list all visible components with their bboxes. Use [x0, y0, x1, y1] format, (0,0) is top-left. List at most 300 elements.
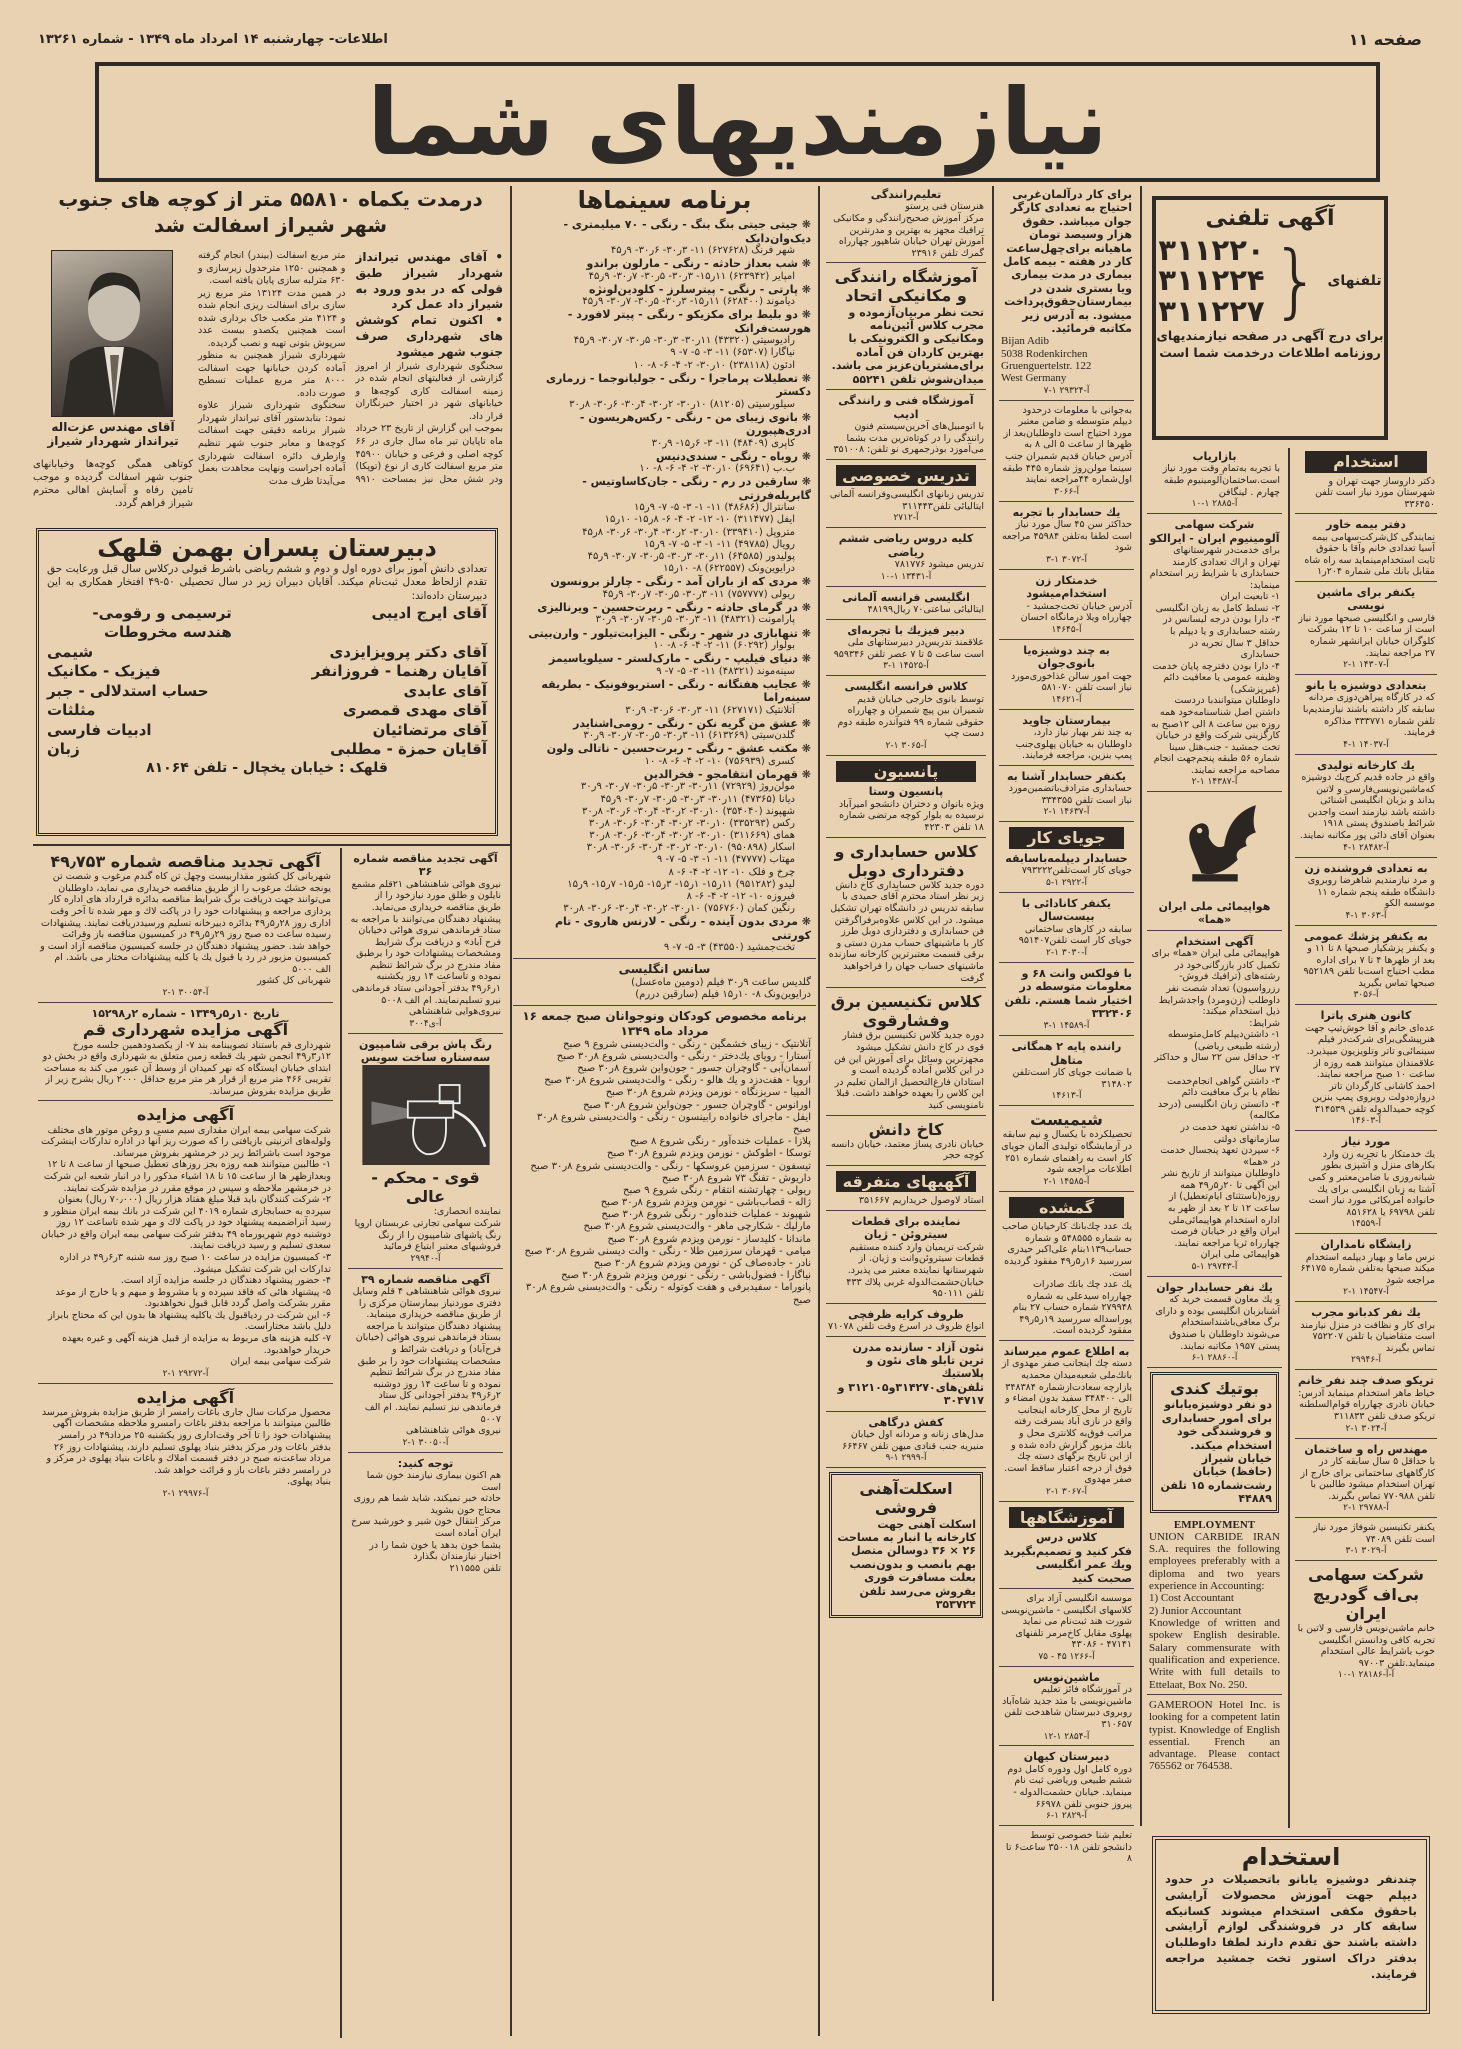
showtimes: اسکار (۹۵۰۸۹۸) ۱۰ر۳۰- ۲ر۳۰- ۴ر۳۰- ۶ر۳۰- ۸ر۳۰	[586, 842, 795, 854]
ad-text: جهت امور سالن غذاخوری‌مورد نیاز است تلفن ۵۸۱۰۷۰	[1010, 670, 1132, 694]
ad-text: ۵- پیشنهاد هائی که فاقد سپرده و یا مشروط و مبهم و یا خارج از موعد مقرر بشرکت واصل گردد قابل قبول نخواهدبود.	[55, 1286, 331, 1310]
ad-text: دکتر داروساز جهت تهران و شهرستان مورد نیاز است تلفن ۳۳۶۴۵۰	[1315, 475, 1435, 510]
ad-text: حادثه خبر نمیکند، شاید شما هم روزی محتاج خون بشوید	[353, 1493, 501, 1516]
ad-text: با اتومبیل‌های آخرین‌سیستم فنون رانندگی را در کوتاه‌ترین مدت بشما می‌آموزد بوذرجمهری نو تلفن: ۳۵۱۰۰۸	[833, 420, 984, 456]
ad-heading: ماشین‌نویس	[1033, 1670, 1100, 1684]
ad-reference-code: آ-۲۷۱۲	[893, 513, 919, 524]
film-listing	[518, 450, 811, 476]
ad-text: نئون آزاد - سازنده مدرن ترین تابلو های نئون و پلاستیك تلفن‌های۳۱۴۲۷۰و۳۱۲۱۰۵ و ۳۰۴۷۱۷	[837, 1340, 984, 1408]
ad-reference-code: آ-۲۹۹۴۶	[1351, 1355, 1381, 1366]
ad-body	[1001, 1545, 1132, 1585]
ad-text: حداکثر سن ۴۵ سال مورد نیاز است لطفا به‌تلفن ۴۵۹۸۴ مراجعه شود	[1001, 519, 1132, 554]
classified-ad	[1147, 933, 1282, 1277]
ad-heading: حسابدار دیپلمه‌باسابقه	[1005, 851, 1128, 865]
classified-ad	[826, 186, 986, 263]
ad-body	[1149, 948, 1280, 1261]
teacher-subject: زبان	[47, 740, 80, 759]
ad-banner: آگهیهای متفرقه	[836, 1171, 976, 1193]
showtimes: آتلانتیک (۶۲۷۱۷۱) ۱۱- ۳ر۳۰- ۶ر۳۰- ۹ر۳۰	[625, 704, 795, 716]
ad-body	[828, 1341, 984, 1408]
teacher-subject: شیمی	[47, 642, 94, 661]
ad-heading: آگهی استخدام	[1175, 934, 1254, 948]
ad-text: که در کارگاه پیراهن‌دوزی مردانه سابقه کار داشته باشند نیازمندیم‌با تلفن شماره ۳۳۳۷۷۱ مذاکره فرمایند.	[1302, 692, 1435, 739]
phone-box-footer: برای درج آگهی در صفحه نیازمندیهای روزنامه اطلاعات درخدمت شما است	[1156, 328, 1384, 361]
phone-box-numbers-row	[1156, 235, 1384, 326]
film-listing	[518, 742, 811, 768]
teacher-subject: مثلثات	[47, 701, 96, 720]
ad-text: شرکت سهامی بیمه ایران	[230, 1356, 331, 1368]
ad-text: مجهزترین وسائل برای آموزش این فن در این کلاس آماده گردیده است و استادان فارغ‌التحصیل ازالمان تعلیم در این کلاس را بعهده خواهند داشت. قبلا نامنویسی کنید	[833, 1053, 984, 1111]
ad-text: شهربانی کل کشور	[257, 975, 331, 987]
classified-ad	[999, 1828, 1134, 1868]
ad-body	[828, 637, 984, 660]
ad-heading: بیمارستان جاوید	[1022, 713, 1111, 727]
ad-heading: یکنفر کانادائی با بیست‌سال	[1021, 896, 1112, 924]
portrait-icon	[52, 251, 172, 416]
ad-reference-code: آ-۱۴۶۲۱	[1051, 694, 1082, 705]
showtimes: شهر فرنگ (۶۲۷۶۲۸) ۱۱- ۳ر۳۰- ۶ر۳۰- ۹ر۴۵	[610, 245, 795, 257]
classified-ad	[999, 1038, 1134, 1106]
cinema-line: درایوین‌ونک ۸- ۱۰ر۱۵ فیلم (سارقین دررم)	[635, 989, 811, 1001]
ad-reference-code: آ-۱۴۶۰۳	[1351, 1116, 1381, 1127]
classified-ad	[1295, 584, 1437, 675]
ad-body	[1297, 692, 1435, 738]
ad-body	[1297, 875, 1435, 910]
classified-ad	[1295, 677, 1437, 755]
ad-reference-code: آ-۲۹۹۷۶ ۱-۲	[162, 1488, 209, 1499]
ad-text: ۶- سپردن تعهد پنجسال خدمت در «هما»	[1160, 1145, 1280, 1168]
film-title: ❋ دو بلیط برای مکزیکو - رنگی - پیتر لافورد - هورست‌فرانک	[518, 308, 811, 335]
school-address: قلهک : خیابان یخچال - تلفن ۸۱۰۶۴	[146, 759, 388, 776]
ad-heading: دفتر بیمه خاور	[1326, 518, 1406, 532]
ad-text: نیروی‌هوایی شاهنشاهی	[409, 1006, 501, 1018]
english-line: West Germany	[1001, 372, 1067, 385]
film-listing	[518, 652, 811, 678]
showtimes: رادیوسیتی (۴۳۳۲۰) ۱۱ر۳۰- ۳ر۳۰- ۵ر۳۰- ۷ر۳۰- ۹ر۴۵	[573, 335, 795, 347]
ad-body	[1001, 1221, 1132, 1337]
ad-banner: جویای کار	[1009, 827, 1124, 849]
column-rule	[340, 848, 342, 2038]
ad-text: ۲- حداقل سن ۲۲ سال و حداکثر ۲۷ سال	[1154, 1052, 1280, 1076]
classified-ad	[826, 530, 986, 586]
film-title: ❋ پارتی - رنگی - پیترسلرز - کلودین‌لونژه	[518, 283, 811, 296]
ad-body	[1297, 772, 1435, 841]
showtimes: شهپوند (۳۵۴۰۴۰) ۱۰ر۳۰- ۲ر۳۰- ۴ر۳۰- ۶ر۳۰- ۸ر۳۰	[581, 805, 795, 817]
film-title: ❋ جیتی جیتی بنگ بنگ - رنگی - ۷۰ میلیمتری - دیک‌وان‌دایک	[518, 218, 811, 245]
ad-text: شرکت سهامی تجارتی عربستان اروپا	[354, 1218, 501, 1230]
ad-heading: یك کارخانه تولیدی	[1317, 758, 1415, 772]
ad-body	[828, 694, 984, 740]
showtimes: ریولی (۷۵۷۷۷۷) ۱۱- ۳ر۳۰- ۵ر۳۰- ۷ر۳۰- ۹ر۴۵	[602, 588, 795, 600]
teacher-name: آقای عابدی	[403, 681, 487, 700]
hiring-ad-box	[1152, 1836, 1430, 2014]
ad-heading: مورد نیاز	[1341, 1135, 1391, 1149]
ad-text: سابقه در کارهای ساختمانی جویای کار است تلفن۹۵۱۴۰۷	[1018, 923, 1132, 947]
ad-heading: یك حسابدار با تجربه	[1012, 505, 1121, 519]
showtimes: دیاموند (۶۲۸۴۰۰) ۱۱ر۱۵- ۳ر۳۰- ۵ر۳۰- ۷ر۳۰- ۹ر۴۵	[582, 296, 795, 308]
ad-text: تدریس زبانهای انگلیسی‌وفرانسه آلمانی ایتالیائی تلفن۳۱۱۴۴۳	[829, 489, 984, 512]
ad-text: یك عدد چك بانك صادرات چهارراه سیدعلی به شماره ۲۷۹۹۴۸ شماره حساب ۲۷ بنام پوراسداله سررسید ۱۹ر۵ر۴۹ مفقود گردیده است.	[1012, 1279, 1132, 1337]
classified-ad	[826, 1118, 986, 1166]
ad-body	[828, 1242, 984, 1300]
ad-reference-code: آ-۳۰۷۲ ۱-۳	[1046, 554, 1087, 565]
teacher-row	[47, 643, 487, 663]
classified-ad	[826, 758, 986, 838]
ad-heading: آگهی مناقصه شماره ۳۹	[361, 1272, 490, 1286]
film-title: ❋ شب بعداز حادثه - رنگی - مارلون براندو	[518, 257, 811, 270]
ad-body	[1001, 1684, 1132, 1730]
ad-reference-code: آ-ی۳۰۰۴	[409, 1018, 442, 1029]
classified-ad	[1295, 1563, 1437, 1684]
classified-ad	[38, 1005, 333, 1101]
ad-heading: بازاریاب	[1192, 450, 1237, 463]
showtimes: مهتاب (۴۷۷۷۷) ۱۱- ۱- ۳- ۵- ۷- ۹	[656, 854, 795, 866]
classified-ad	[999, 572, 1134, 640]
news-article	[33, 186, 508, 524]
ad-heading: یك نفر حسابدار جوان	[1156, 1280, 1273, 1294]
classified-ad	[826, 265, 986, 390]
ad-text: ۲- شرکت کنندگان باید قبلا مبلغ هفتاد هزار ریال (۷۰٫۰۰۰ ریال) بعنوان سپرده به حسابجاری شماره ۴۰۱۹ این شرکت در بانك بیمه ایران منظور و رسید آنراضمیمه پیشنهاد خود در پاکت لاك و مهر شده تاساعت ۱۲ روز دوشنبه دوم شهریورماه ۴۹ بدفتر شرکت سهامی بیمه ایران واقع در خیابان سعدی تسلیم و رسید دریافت نمایند.	[40, 1194, 331, 1252]
ad-text: ۳- کمیسیون مزایده در ساعت ۱۰ صبح روز سه شنبه ۳ر۶ر۴۹ در اداره تدارکات این شرکت تشکیل میشود.	[59, 1251, 331, 1275]
ad-body	[1001, 924, 1132, 947]
cinema-line: تیسفون - سرزمین عروسکها - رنگی - والت‌دیسنی شروع ۸ر۳۰ صبح	[530, 1160, 811, 1172]
teacher-subject: حساب استدلالی - جبر	[47, 681, 209, 700]
classified-ad	[348, 1271, 503, 1453]
column-employment-2	[1290, 448, 1442, 1686]
ad-text: انواع ظروف در اسرع وقت تلفن ۷۱۰۷۸	[828, 1321, 984, 1333]
ad-body	[828, 421, 984, 456]
ad-body	[828, 799, 984, 834]
ad-heading: دبیر فیزیك با تجربه‌ای	[847, 623, 965, 637]
english-line: EMPLOYMENT	[1173, 1518, 1256, 1531]
ad-reference-code: آ-۲۹۳۲۴ ۱-۷	[1043, 385, 1090, 396]
ad-text: برای کار درآلمان‌غربی احتیاج به تعدادی کارگر جوان میباشد. حقوق هزار وسیصد تومان ماهیانه برای‌چهل‌ساعت کار در هفته - بیمه کامل بیماری در مدت بیماری ویا بستری شدن در بیمارستان‌حقوق‌پرداخت میشود. به آدرس زیر مکاتبه فرمائید.	[1002, 188, 1132, 336]
classified-ad	[826, 622, 986, 677]
ad-body	[828, 306, 984, 386]
ad-banner: گمشده	[1009, 1197, 1124, 1219]
classified-ad	[826, 1168, 986, 1211]
ad-body	[1297, 1252, 1435, 1287]
cinema-line: میامی - قهرمان سرزمین طلا - رنگی - والت دیسنی شروع ۸ر۳۰ صبح	[524, 1245, 811, 1257]
ad-body	[1001, 405, 1132, 486]
phone-label: تلفنهای	[1327, 272, 1382, 289]
showtimes: ایفل (۳۱۱۴۷۷) ۱۰- ۱۲- ۲- ۴- ۶- ۸ر۱۵- ۱۰ر۱۵	[604, 514, 795, 526]
ad-title: آگهی مزایده	[136, 1105, 235, 1125]
ad-text: داوطلبان میتوانند از تاریخ نشر این آگهی تا ۲۰ر۵ر۴۹ همه روزه(باستثنای ایام‌تعطیل) از ساعت ۱۲ تا ۲ بعد از ظهر به اداره استخدام هواپیمائی‌ملی ایران واقع در خیابان فرصت چهارراه ثریا مراجعه نمایند.	[1161, 1168, 1280, 1249]
ad-title: آموزشگاه رانندگی و مکانیکی اتحاد	[834, 267, 978, 306]
film-listing	[518, 915, 811, 954]
classified-ad	[38, 1103, 333, 1383]
ad-text: با ضمانت جویای کار است‌تلفن ۳۱۴۸۰۲	[1012, 1067, 1132, 1090]
ad-title: بوتیك کندی	[1170, 1379, 1259, 1399]
ad-body	[350, 1286, 501, 1437]
ad-heading: تعلیم‌رانندگی	[870, 188, 942, 201]
ad-reference-code: آ-۱۴۳۸۷ ۱-۲	[1191, 777, 1238, 788]
column-tenders	[33, 850, 338, 1505]
column-education	[821, 186, 991, 1622]
ad-heading: یکنفر حسابدار آشنا به	[1006, 769, 1127, 783]
showtimes: سینه‌موند (۴۸۳۲۱) ۱۱- ۳- ۵- ۷- ۹	[656, 665, 795, 677]
school-title: دبیرستان پسران بهمن قلهک	[97, 534, 437, 562]
film-listing	[518, 627, 811, 653]
classified-ad	[999, 642, 1134, 710]
ad-text: جویای کار است‌تلفن۷۹۳۲۲۲	[1021, 865, 1132, 877]
ad-text: یکنفر تکنیسین شوفاژ مورد نیاز است تلفن ۷۴۰۸۹	[1313, 1522, 1435, 1545]
ad-reference-code: آ-۲۸۴۸۲ ۱-۴	[1343, 842, 1389, 853]
classified-ad	[826, 1213, 986, 1304]
ad-heading: کانون هنری پاترا	[1320, 1009, 1412, 1023]
film-title: ❋ بانوی زیبای من - رنگی - رکس‌هریسون - ادری‌هپبورن	[518, 411, 811, 438]
ad-body	[1001, 727, 1132, 762]
ad-body	[1149, 545, 1280, 777]
classified-ad	[999, 1108, 1134, 1191]
ad-text: خیابان شیراز (حافظ) خیابان رشت‌شماره ۱۵ تلفن ۴۴۸۸۹	[1160, 1451, 1272, 1506]
ad-reference-code: آ-۳۰۲۹ ۱-۳	[1345, 1546, 1387, 1557]
classified-ad	[1147, 794, 1282, 930]
film-title: ❋ سارقین در رم - رنگی - جان‌کاساوتیس - گابریله‌فرزتی	[518, 475, 811, 502]
classified-ad	[999, 1748, 1134, 1826]
ad-heading: مهندس راه و ساختمان	[1304, 1442, 1428, 1456]
teacher-row	[47, 701, 487, 721]
ad-text: تلفن ۲۱۱۵۵۵	[449, 1562, 501, 1574]
ad-body	[1001, 519, 1132, 554]
ad-text: هواپیمائی ملی ایران «هما» برای تکمیل کادر بازرگانی‌خود در رشته‌های (ترافیك فروش- رزرواسیون) تعداد شصت نفر داوطلب (زن‌ومرد) واجدشرایط ذیل استخدام میکند:	[1151, 948, 1280, 1018]
classified-ad	[826, 990, 986, 1115]
ad-body	[1001, 671, 1132, 694]
ad-heading: کلاس فرانسه انگلیسی	[844, 680, 968, 694]
ad-reference-code: آ-۲۹۲۲ ۱-۵	[1046, 877, 1087, 888]
showtimes: سیلورسیتی (۸۱۲۰۵) ۱۰ر۳۰- ۲ر۳۰- ۴ر۳۰- ۶ر۳۰- ۸ر۳۰	[569, 398, 795, 410]
issue-line: اطلاعات- چهارشنبه ۱۴ امرداد ماه ۱۳۴۹ - شماره ۱۳۲۶۱	[38, 32, 388, 47]
ad-text: شهربانی کل کشور مقداربیست وچهل تن کاه گندم مرغوب و شصت تن یونجه خشك مرغوب را از طریق مناقصه خریداری می نماید، داوطلبان می‌توانند جهت دریافت برگ شرایط مناقصه بدائره قرارداد های اداره کار پردازی مراجعه و پیشنهادات خود را در پاکت لاك و مهر شده تا آخر وقت اداری روز ۲۸ر۵ر۴۹ بدائره دبیرخانه تسلیم ورسیددریافت نمایند. پیشنهادات رسیده ساعت ده صبح روز ۲۹ر۵ر۴۹ در کمیسیون مناقصه باز وقرائت خواهد شد. حضور پیشنهاد دهندگان در جلسه کمیسیون مناقصه آزاد است و کمیسیون مزبور در رد یا قبول یك یا کلیه پیشنهادات مختار می باشد. ام الف ۵۰۰۰	[40, 871, 331, 975]
cinema-line: ماندانا - کلیدساز - نورمن ویزدم شروع ۸ر۳۰ صبح	[607, 1233, 811, 1245]
showtimes: ادئون (۲۳۸۱۱۸) ۱۰ر۳۰- ۲- ۴- ۶- ۸- ۱۰	[633, 359, 795, 371]
classified-ad	[829, 1472, 983, 1618]
cinema-line: نادر - جاده‌صاف کن - نورمن ویزدم شروع ۸ر۳۰ صبح	[593, 1258, 811, 1270]
ad-reference-code: آ-۲۹۹۹ ۱-۹	[885, 1453, 927, 1464]
teacher-name: آقایان حمزة - مطلبی	[330, 740, 487, 759]
classified-ad	[826, 462, 986, 529]
teacher-list	[47, 604, 487, 760]
ad-heading: آگهی تجدید مناقصه شماره ۳۶	[353, 852, 498, 879]
ad-text: و مرد نیازمندیم شاهرضا روبروی دانشگاه طبقه پنجم شماره ۱۱ موسسه الکو	[1307, 875, 1435, 910]
teacher-row	[47, 740, 487, 760]
film-title: ❋ مردی بدون آینده - رنگی - لارنس هاروی - تام کورتنی	[518, 915, 811, 942]
showtimes: متروپل (۳۳۹۴۱۰) ۱۰ر۳۰- ۲ر۳۰- ۴ر۳۰- ۶ر۳۰- ۸ر۴۵	[582, 526, 795, 538]
ad-text: و یکنفر پزشکیار صبحها ۸ تا ۱۱ و بعد از ظهرها ۴ تا ۷ برای اداره مطب احتیاج است‌با تلفن ۹۵۲۱۸۹ صبحها تماس بگیرید	[1303, 943, 1435, 989]
ad-body	[1001, 1764, 1132, 1810]
ad-reference-code: آ-۲۸۲۹ ۱-۶	[1046, 1811, 1087, 1822]
showtimes: درایوین‌ونک (۶۲۲۵۵۷) ۸- ۱۰ر۱۵	[663, 563, 795, 575]
classified-ad	[826, 1414, 986, 1469]
film-title: ❋ دنیای فیلیپ - رنگی - مارک‌لستر - سیلویاسیمز	[518, 652, 811, 665]
classified-ad	[999, 712, 1134, 766]
ad-reference-code: آ-۳۰۰۵۰ ۱-۲	[402, 1437, 449, 1448]
ad-heading: رنگ پاش برقی شامپیون سه‌ستاره ساخت سویس	[359, 1037, 492, 1065]
iran-air-logo-icon	[1149, 796, 1280, 900]
school-intro: تعدادی دانش آموز برای دوره اول و دوم و ششم ریاضی باشرط قبولی درکلاس سال قبل ورعایت حق تقدم ازلحاظ معدل ثبت‌نام میکند. آقایان دبیران زیر در سال تحصیلی ۵۰-۴۹ افتخار همکاری به این دبیرستان داده‌اند:	[47, 562, 487, 603]
film-title: ❋ قهرمان انتقامجو - فخرالدین	[518, 768, 811, 781]
film-listing	[518, 717, 811, 743]
showtimes: رویال (۴۹۷۸۵) ۱۱- ۱- ۳- ۵- ۷- ۹ر۱۵	[644, 538, 795, 550]
classified-ad	[1295, 516, 1437, 582]
ad-reference-code: آ-آ-۲۸۱۸۶ ۱-۱۰	[1337, 1670, 1395, 1681]
ad-text: نیروی هوائی شاهنشاهی ۲۱قلم مشمع نایلون و طلق مورد نیازخود را از طریق مناقصه خریداری می‌نماید. پیشنهاد دهندگان می‌توانند با مراجعه به ستاد فرماندهی نیروی هوائی دخیابان فرح آباد» و دریافت برگ شرایط ومشخصات پیشنهادات خود را برطبق مفاد مندرج در برگ شرائط تنظیم نموده و تاساعت ۱۴ روز یکشنبه ۱ر۶ر۴۹ بدفتر آجودانی ستاد فرماندهی نیرو تسلیم‌نمایند. ام الف ۵۰۰۸	[350, 878, 501, 1006]
ad-banner: تدریس خصوصی	[836, 465, 976, 487]
showtimes: تخت‌جمشید (۴۳۵۵۰) ۳- ۵- ۷- ۹	[663, 942, 795, 954]
article-paragraph: شهرداری شیراز همچنین به منظور آماده کردن خیابانها جهت اسفالت ۸۰۰۰ متر مربع عملیات تسطیح صورت داده.	[198, 350, 346, 399]
classified-ad	[1295, 1133, 1437, 1234]
cinema-line: آسمان‌آبی - گاوچران جسور - جون‌واین شروع ۸ر۳۰ صبح	[577, 1063, 811, 1075]
ad-reference-code: آ-۳۰۰۵۴ ۱-۲	[162, 987, 209, 998]
ad-heading: تاریخ ۱۰ر۵ر۱۳۴۹ - شماره ۲ر۱۵۲۹۸	[91, 1006, 280, 1020]
hiring-body: چندنفر دوشیزه یابانو باتحصیلات در حدود دیپلم جهت آموزش محصولات آرایشی باحقوق مکفی استخدام میشوند کسانیکه سابقه کار در فروشندگی لوازم آرایشی داشته باشند حق تقدم دارند لطفا داوطلبان بدفتر دراک استور تخت جمشید مراجعه فرمایند.	[1165, 1871, 1417, 1981]
ad-text: نرس ماما و بهیار دیپلمه استخدام میکند صبحها به‌تلفن شماره ۶۴۱۷۵ مراجعه شود	[1300, 1251, 1435, 1286]
ad-text: دو نفر دوشیزه‌یابانو برای امور حسابداری و فروشندگی خود استخدام میکند.	[1161, 1398, 1272, 1452]
classified-ad	[38, 1386, 333, 1503]
ad-body	[1297, 1320, 1435, 1355]
ad-text: ۴- دارا بودن دفترچه پایان خدمت وظیفه عمومی یا معافیت دائم (غیرپزشکی)	[1152, 660, 1280, 695]
classified-ad	[1295, 1441, 1437, 1519]
teacher-name: آقای ایرج ادیبی	[371, 603, 487, 622]
ad-heading: یك نفر کدبانو مجرب	[1311, 1306, 1421, 1320]
classified-ad	[1147, 1279, 1282, 1368]
english-line: 2) Junior Accountant	[1149, 1604, 1242, 1617]
ad-body	[1001, 1593, 1132, 1651]
teacher-row	[47, 604, 487, 643]
ad-text: ۲- تسلط کامل به زبان انگلیسی	[1155, 602, 1280, 614]
hiring-title: استخدام	[1241, 1843, 1341, 1871]
ad-text: تحصیلکرده با یکسال و نیم سابقه در آزمایشگاه تولیدی آلمان جویای کار است به راهنمای شماره ۲۵۱ اطلاعات مراجعه شود	[1001, 1129, 1132, 1176]
classified-ad	[1295, 448, 1437, 514]
cinema-program	[513, 186, 816, 1307]
showtimes: چرخ و فلک ۱۰- ۱۲- ۲- ۴- ۶- ۸	[668, 866, 795, 878]
ad-text: توسط بانوی خارجی خیابان قدیم شمیران بین پیچ شمیران و چهارراه حقوقی شماره ۹۹ فتوآندره طبقه دوم دست چپ	[837, 693, 984, 740]
column-employment-1	[1142, 448, 1287, 1778]
cinema-heading: برنامه سینماها	[577, 186, 752, 214]
film-listing	[518, 768, 811, 915]
cinema-line: آتلانتیک - زیبای خشمگین - رنگی - والت‌دیسنی شروع ۹ صبح	[563, 1038, 811, 1050]
article-lead: • اکنون تمام کوشش های شهرداری صرف جنوب شهر میشود	[355, 313, 503, 359]
ad-text: تعلیم شنا خصوصی توسط دانشجو تلفن ۳۵۰۰۱۸ ساعت۶ تا ۸	[1005, 1830, 1132, 1865]
ad-english-text	[1149, 1699, 1280, 1773]
ad-body	[1297, 943, 1435, 989]
ad-title: آگهی تجدید مناقصه شماره ۴۹٫۷۵۳	[50, 852, 321, 871]
ad-text: دوره جدید کلاس تکنیسین برق فشار قوی در کاخ دانش تشکیل میشود	[842, 1030, 984, 1054]
classified-ad	[826, 840, 986, 989]
classified-ad	[1147, 1697, 1282, 1776]
teacher-name: آقای مرتضائیان	[372, 720, 487, 739]
ad-text: ۱- داشتن‌دیپلم کامل‌متوسطه (رشته طبیعی ریاضی)	[1167, 1029, 1280, 1052]
ad-text: شرکت سهامی بیمه ایران مقداری سیم مسی و روغن موتور های مختلف ولوله‌های اترنیتی بازیافتی را که صورت ریز آنها در اداره تدارکات اینشرکت موجود است باشرائط زیر در خرمشهر بفروش میرساند.	[41, 1124, 331, 1159]
ad-text: شرکت تریمیان وارد کننده مستقیم قطعات سیتروئن‌وانت و ژیان. از شهرستانها نماینده معتبر می پذیرد. خیابان‌حشمت‌الدوله غربی پلاك ۴۳۳ تلفن ۹۵۰۱۱۱	[846, 1241, 984, 1300]
classified-ad	[1147, 1517, 1282, 1695]
section-rule	[33, 844, 510, 846]
english-line: 5038 Rodenkirchen	[1001, 347, 1088, 360]
showtimes: کسری (۷۵۶۹۳۹) ۱۰- ۲- ۴- ۶- ۸- ۱۰	[644, 755, 795, 767]
ad-title: آگهی مزایده	[136, 1387, 235, 1407]
cinema-line: ریولی - چهارتشنه انتقام - رنگی شروع ۹ صبح	[623, 1184, 811, 1196]
ad-body	[1297, 1023, 1435, 1116]
english-line: Knowledge of written and spokew English desirable. Salary commensurate with qualification and experience. Write with full details to Ettelaat, Box No. 250.	[1149, 1617, 1280, 1691]
ad-text: با فولکس وانت ۶۸ و معلومات متوسطه در اختیار شما هستم. تلفن ۳۳۲۴۰۶	[1004, 966, 1132, 1020]
ad-text: تحت نظر مربیان‌آزموده و مجرب کلاس آئین‌نامه ومکانیکی و الکترونیکی با بهترین کاردان فن آماده برای‌مشتریان‌عزیز می باشد. میدان‌شوش تلفن ۵۵۲۴۱	[831, 305, 984, 386]
ad-text: علاقمند تدریس‌در دبیرستانهای ملی است ساعت ۵ تا ۷ عصر تلفن ۹۵۹۳۴۶	[833, 637, 984, 660]
showtimes: گلدن‌سیتی (۶۱۳۲۶۹) ۱۱- ۳ر۳۰- ۵ر۳۰- ۷ر۳۰- ۹ر۳۰	[583, 730, 795, 742]
film-title: ❋ مردی که از باران آمد - رنگی - چارلز برونسون	[518, 575, 811, 588]
ad-banner: استخدام	[1305, 451, 1427, 473]
ad-text: برای کار و نظافت در منزل نیازمند است متقاضیان با تلفن ۷۵۲۲۰۷ تماس بگیرند	[1300, 1319, 1435, 1354]
cinema-line: پانوراما - سفیدبرفی و هفت کوتوله - رنگی - والت‌دیسنی شروع ۸ر۳۰ صبح	[525, 1282, 811, 1306]
film-title: ❋ مکتب عشق - رنگی - ربرت‌حسین - ناتالی ولون	[518, 742, 811, 755]
section-title: نیازمندیهای شما	[367, 68, 1108, 176]
ad-reference-code: آ-۱۲۶۶ ۴۵ - ۷۵	[1038, 1651, 1095, 1662]
ad-reference-code: آ-۱۴۵۸۹ ۱-۳	[1043, 1021, 1090, 1032]
ad-body	[1001, 1830, 1132, 1865]
ad-text: ۴- حضور پیشنهاد دهندگان در جلسه مزایده آزاد است.	[120, 1275, 331, 1287]
article-headline: درمدت یکماه ۵۵۸۱۰ متر از کوچه های جنوب شهر شیراز اسفالت شد	[58, 187, 483, 237]
ad-text: نمایندگی کل‌شرکت‌سهامی بیمه آسیا تعدادی خانم وآقا با حقوق ثابت استخدام‌مینماید سه راه شاه مقابل بانك ملی شماره ۲۰۴ر۱	[1304, 531, 1435, 578]
cinema-subheading: سانس انگلیسی	[513, 958, 816, 977]
ad-body	[1001, 1067, 1132, 1090]
ad-body	[1001, 188, 1132, 335]
classified-ad	[1147, 516, 1282, 792]
spray-gun-icon	[350, 1065, 501, 1169]
classified-ad	[826, 1339, 986, 1412]
page-number: صفحه ۱۱	[1348, 30, 1422, 49]
ad-body	[1001, 601, 1132, 624]
teacher-row	[47, 682, 487, 702]
ad-reference-code: آ-۲۸۵۴ ۱-۱۲	[1043, 1731, 1090, 1742]
ad-body	[40, 1407, 331, 1488]
ad-text: ۷- کلیه هزینه های مربوط به مزایده از قبیل هزینه آگهی و غیره بعهده خریدار خواهدبود.	[62, 1333, 331, 1356]
ad-body	[1001, 967, 1132, 1021]
classified-ad	[1295, 1236, 1437, 1302]
teacher-subject: ادبیات فارسی	[47, 720, 152, 739]
english-line: Gruenguertelstr. 122	[1001, 360, 1092, 373]
classified-ad	[999, 895, 1134, 963]
ad-reference-code: آ-۱۳۴۳۱ ۱-۱۰	[880, 571, 932, 582]
ad-heading: دبیرستان کیهان	[1023, 1750, 1110, 1764]
showtimes: نیاگارا (۶۵۳۰۷) ۱۱- ۳- ۵- ۷- ۹	[670, 347, 795, 359]
ad-body	[828, 1030, 984, 1111]
showtimes: رنگین کمان (۷۵۶۷۶۰) ۱۰ر۳۰- ۲ر۳۰- ۴ر۳۰- ۶ر۳۰- ۸ر۳۰	[563, 903, 795, 915]
ad-body	[828, 1321, 984, 1333]
ad-text: ۴- دانستن زبان انگلیسی (درحد مکالمه)	[1157, 1098, 1280, 1122]
ad-reference-code: آ-۱۴۰۳۷ ۱-۴	[1343, 739, 1389, 750]
showtimes: مولن‌روژ (۷۲۹۲۹) ۱۱ر۳۰- ۳ر۳۰- ۵ر۳۰- ۷ر۳۰- ۹ر۳۰	[580, 781, 795, 793]
ad-text: دسته چك اینجانب صفر مهدوی از بانك‌ملی شعبه‌میدان محمدیه بازارچه سعادت‌ازشماره ۳۴۸۳۸۴ الی ۳۴۸۴۰۰ سفید بدون امضاء و تاریخ از محل کارخانه اینجانب واقع در نازی آباد بسرقت رفته مراتب فوق‌به کلانتری محل و بانك مزبور گزارش داده شده و از این تاریخ برگهای دسته چك فوق از درجه اعتبار ساقط است. صفر مهدوی	[1001, 1358, 1132, 1486]
cinema-line: ژاله - قصاب‌باشی - نورمن ویزدم شروع ۸ر۳۰ صبح	[600, 1197, 811, 1209]
showtimes: فیروزه ۱۰- ۱۲- ۲- ۴- ۶- ۸	[686, 891, 795, 903]
ad-title: کاخ دانش	[868, 1119, 944, 1139]
ad-title: اسکلت‌آهنی فروشی	[859, 1479, 953, 1518]
ad-body	[828, 1429, 984, 1452]
ad-title: کلاس حسابداری و دفترداری دوبل	[834, 841, 978, 880]
classified-ad	[348, 1036, 503, 1269]
english-line: GAMEROON Hotel Inc. is looking for a competent latin typist. Knowledge of English essential. French an advantage. Please contact 765562 or 764538.	[1149, 1698, 1280, 1773]
classified-ad	[826, 1306, 986, 1337]
film-listing	[518, 475, 811, 575]
classified-ad	[1147, 448, 1282, 514]
article-body	[198, 250, 503, 520]
ad-text: حسابداری مترادف‌باتضمین‌مورد نیاز است تلفن ۳۳۴۳۵۵	[1008, 783, 1132, 806]
ad-banner: آموزشگاهها	[1009, 1507, 1124, 1529]
film-title: ❋ عشق من گریه نکن - رنگی - رومی‌اشنایدر	[518, 717, 811, 730]
ad-title: شیمیست	[1030, 1110, 1103, 1130]
cinema-line: المپیا - سربزنگاه - نورمن ویزدم شروع ۸ر۳۰ صبح	[605, 1087, 811, 1099]
ad-body	[1297, 1388, 1435, 1423]
